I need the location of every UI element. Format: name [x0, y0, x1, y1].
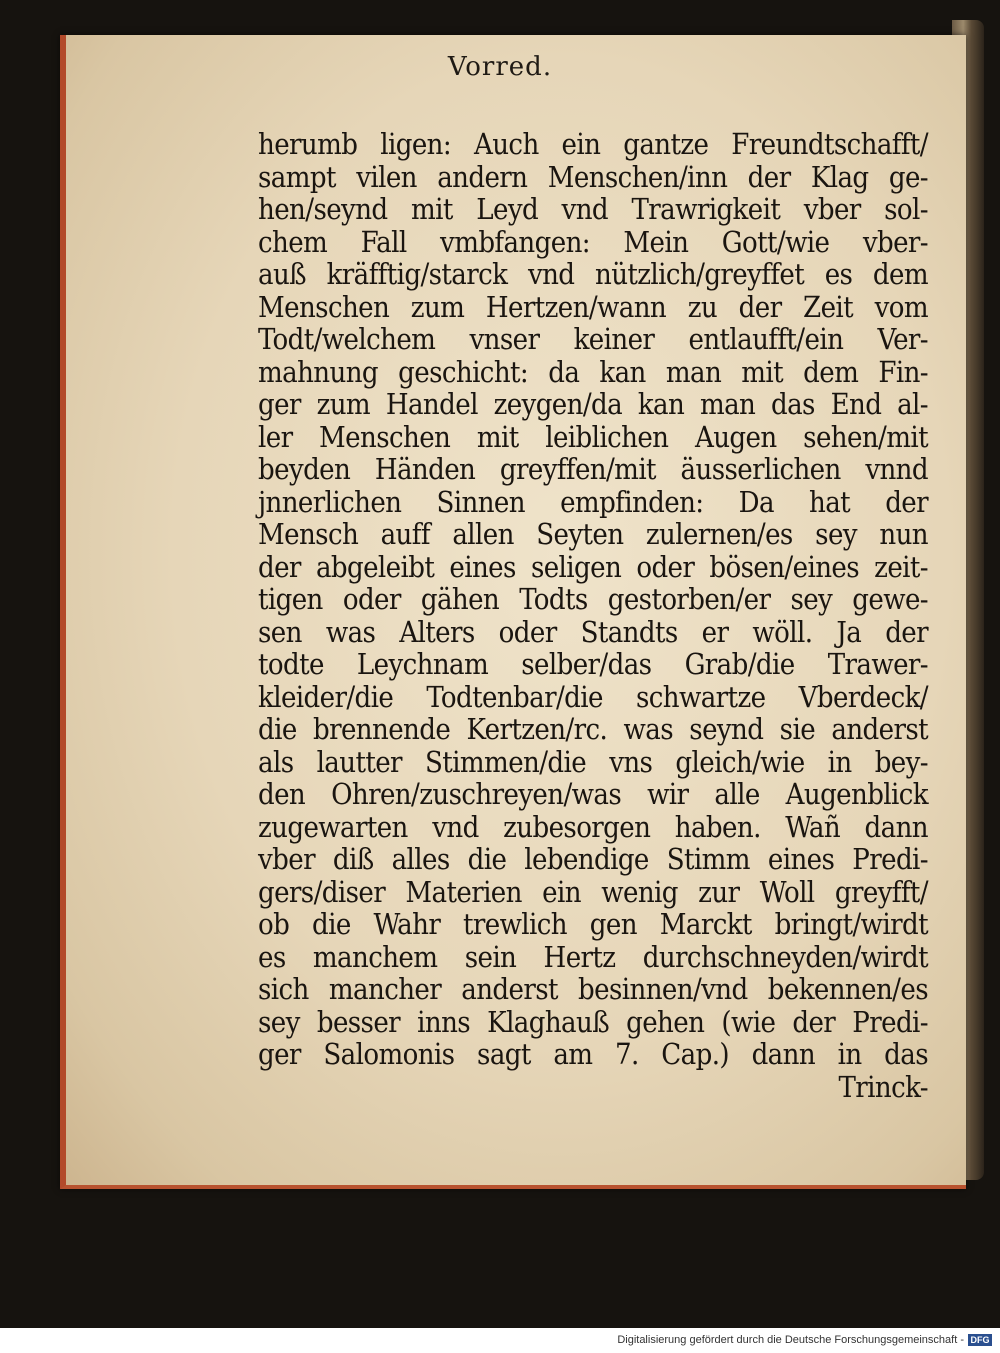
text-line: den Ohren/zuschreyen/was wir alle Augenblick	[258, 777, 928, 811]
text-line: als lautter Stimmen/die vns gleich/wie in bey-	[258, 744, 928, 779]
text-line: Todt/welchem vnser keiner entlaufft/ein Ver-	[258, 322, 928, 356]
text-line: Mensch auff allen Seyten zulernen/es sey nun	[258, 517, 928, 551]
text-line: ger zum Handel zeygen/da kan man das End al-	[258, 387, 928, 421]
text-line: sen was Alters oder Standts er wöll. Ja der	[258, 614, 928, 649]
text-line: beyden Händen greyffen/mit äusserlichen vnnd	[258, 452, 928, 486]
text-line: auß kräfftig/starck vnd nützlich/greyffet es dem	[258, 257, 928, 291]
text-line: mahnung geschicht: da kan man mit dem Fin-	[258, 354, 928, 389]
text-line: sampt vilen andern Menschen/inn der Klag ge-	[258, 159, 928, 194]
text-line: chem Fall vmbfangen: Mein Gott/wie vber-	[258, 224, 928, 259]
text-line: sey besser inns Klaghauß gehen (wie der Predi-	[258, 1004, 928, 1039]
text-line: todte Leychnam selber/das Grab/die Trawer-	[258, 647, 928, 681]
text-line: die brennende Kertzen/rc. was seynd sie anderst	[258, 712, 928, 746]
text-line: hen/seynd mit Leyd vnd Trawrigkeit vber sol-	[258, 192, 928, 226]
text-line: ob die Wahr trewlich gen Marckt bringt/wirdt	[258, 907, 928, 941]
text-line: es manchem sein Hertz durchschneyden/wirdt	[258, 939, 928, 974]
text-line: kleider/die Todtenbar/die schwartze Vberdeck/	[258, 679, 928, 714]
text-line: zugewarten vnd zubesorgen haben. Wañ dann	[258, 809, 928, 844]
text-line: herumb ligen: Auch ein gantze Freundtschafft/	[258, 127, 928, 161]
text-line: ger Salomonis sagt am 7. Cap.) dann in das	[258, 1037, 928, 1071]
text-line: gers/diser Materien ein wenig zur Woll greyfft/	[258, 874, 928, 909]
text-line: Trinck-	[838, 1069, 928, 1104]
text-line: vber diß alles die lebendige Stimm eines Predi-	[258, 842, 928, 876]
text-line: der abgeleibt eines seligen oder bösen/eines zeit-	[258, 549, 928, 584]
text-line: Menschen zum Hertzen/wann zu der Zeit vom	[258, 289, 928, 324]
dfg-logo: DFG	[968, 1334, 992, 1346]
running-head: Vorred.	[447, 52, 553, 82]
text-line: tigen oder gähen Todts gestorben/er sey gewe-	[258, 582, 928, 616]
footer-bar	[0, 1328, 1000, 1353]
body-text	[258, 128, 928, 1103]
text-line: jnnerlichen Sinnen empfinden: Da hat der	[258, 484, 928, 519]
text-line: sich mancher anderst besinnen/vnd bekennen/es	[258, 972, 928, 1006]
text-line: ler Menschen mit leiblichen Augen sehen/mit	[258, 419, 928, 454]
funding-note: Digitalisierung gefördert durch die Deutsche Forschungsgemeinschaft -	[617, 1334, 964, 1346]
